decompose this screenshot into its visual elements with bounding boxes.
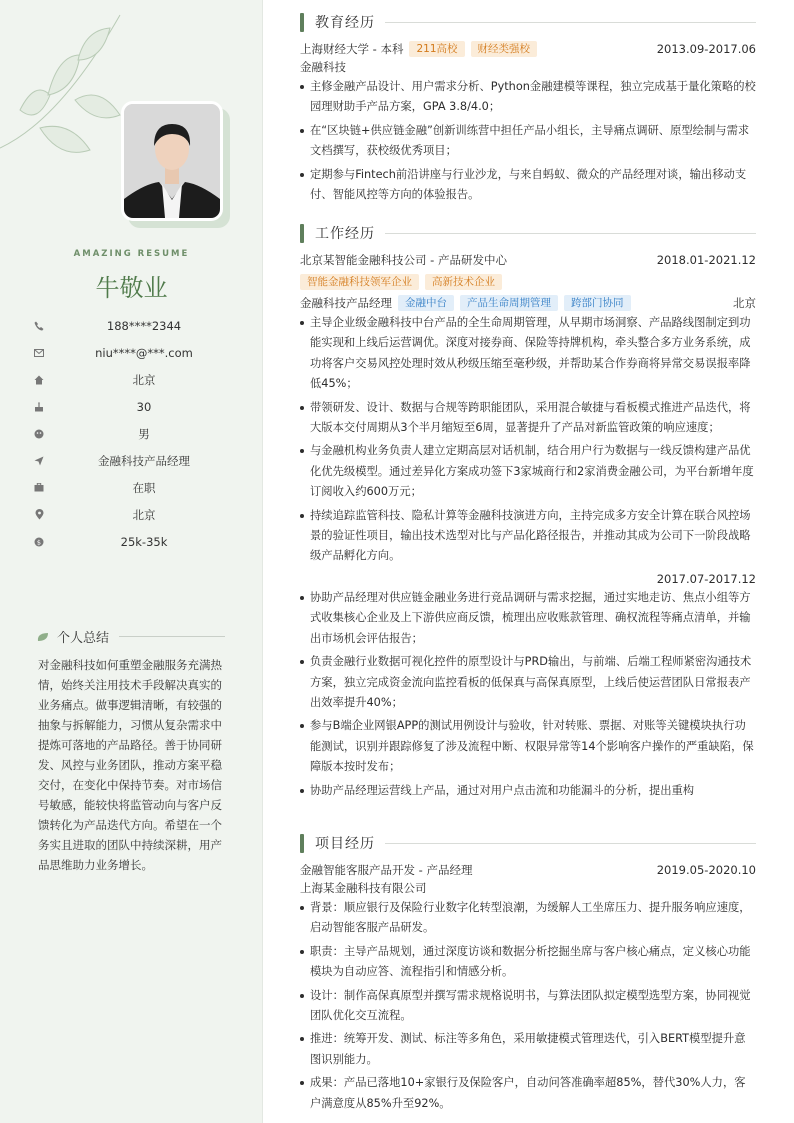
section-divider xyxy=(385,233,756,234)
section-divider xyxy=(385,22,756,23)
list-item: 负责金融行业数据可视化控件的原型设计与PRD输出，与前端、后端工程师紧密沟通技术方案，独立完成资金流向监控看板的低保真与高保真原型，上线后使运营团队日常报表产出效率提升40%； xyxy=(300,652,756,713)
list-item: 背景：顺应银行及保险行业数字化转型浪潮，为缓解人工坐席压力、提升服务响应速度，启动智能客服产品研发。 xyxy=(300,898,756,939)
list-item: 推进：统筹开发、测试、标注等多角色，采用敏捷模式管理迭代，引入BERT模型提升意图识别能力。 xyxy=(300,1029,756,1070)
list-item: 协助产品经理对供应链金融业务进行竞品调研与需求挖掘，通过实地走访、焦点小组等方式收集核心企业及上下游供应商反馈，梳理出应收账款管理、确权流程等痛点清单，并输出市场机会评估报告； xyxy=(300,588,756,649)
personal-info-list xyxy=(30,312,240,555)
project-company-row xyxy=(300,879,756,897)
work-block xyxy=(300,251,756,804)
role-text: 金融科技产品经理 xyxy=(300,296,392,310)
info-salary xyxy=(30,528,240,555)
work-city: 北京 xyxy=(733,296,756,310)
company-tag: 智能金融科技领军企业 xyxy=(300,274,419,290)
status-text: 在职 xyxy=(132,480,156,495)
location-pin-icon xyxy=(30,506,48,524)
info-gender xyxy=(30,420,240,447)
work-subdate-row xyxy=(300,570,756,588)
school-name: 上海财经大学 - 本科 xyxy=(300,42,404,56)
location-text: 北京 xyxy=(132,507,156,522)
list-item: 在“区块链+供应链金融”创新训练营中担任产品小组长，主导痛点调研、原型绘制与需求文档撰写，获校级优秀项目； xyxy=(300,121,756,162)
major-row xyxy=(300,58,756,76)
mail-icon xyxy=(30,344,48,362)
education-heading xyxy=(300,12,756,32)
school-tag: 211高校 xyxy=(409,41,464,57)
major-text: 金融科技 xyxy=(300,60,346,74)
list-item: 成果：产品已落地10+家银行及保险客户，自动问答准确率超85%，替代30%人力，客户满意度从85%升至92%。 xyxy=(300,1073,756,1114)
section-bar xyxy=(300,13,304,32)
salary-text: 25k-35k xyxy=(120,534,168,549)
education-block xyxy=(300,40,756,208)
work-date: 2018.01-2021.12 xyxy=(656,253,756,267)
candidate-name: 牛敬业 xyxy=(95,274,168,302)
list-item: 设计：制作高保真原型并撰写需求规格说明书，与算法团队拟定模型选型方案，协同视觉团队优化交互流程。 xyxy=(300,986,756,1027)
info-position xyxy=(30,447,240,474)
list-item: 持续追踪监管科技、隐私计算等金融科技演进方向，主持完成多方安全计算在联合风控场景的验证性项目，输出技术选型对比与产品化路径报告，并推动其成为公司下一阶段战略级产品孵化方向。 xyxy=(300,506,756,567)
role-tag: 产品生命周期管理 xyxy=(460,295,558,311)
work-title: 工作经历 xyxy=(315,226,375,242)
company-tag: 高新技术企业 xyxy=(425,274,502,290)
hometown-text: 北京 xyxy=(132,372,156,387)
role-row xyxy=(300,294,756,312)
salary-icon xyxy=(30,533,48,551)
work-header-row xyxy=(300,251,756,269)
work-heading xyxy=(300,223,756,243)
education-date: 2013.09-2017.06 xyxy=(656,42,756,56)
list-item: 主修金融产品设计、用户需求分析、Python金融建模等课程，独立完成基于量化策略的校园理财助手产品方案，GPA 3.8/4.0； xyxy=(300,77,756,118)
project-name: 金融智能客服产品开发 - 产品经理 xyxy=(300,863,473,877)
company-name: 北京某智能金融科技公司 - 产品研发中心 xyxy=(300,253,507,267)
work-bullets-2 xyxy=(300,588,756,801)
info-email xyxy=(30,339,240,366)
summary-divider xyxy=(119,636,225,637)
list-item: 与金融机构业务负责人建立定期高层对话机制，结合用户行为数据与一线反馈构建产品优化优先级模型。通过差异化方案成功签下3家城商行和2家消费金融公司，为平台新增年度订阅收入约600万元； xyxy=(300,441,756,502)
info-age xyxy=(30,393,240,420)
profile-photo xyxy=(121,101,223,221)
section-bar xyxy=(300,224,304,243)
phone-text: 188****2344 xyxy=(106,318,182,333)
school-tag: 财经类强校 xyxy=(471,41,538,57)
info-phone xyxy=(30,312,240,339)
age-text: 30 xyxy=(136,399,152,414)
phone-icon xyxy=(30,317,48,335)
list-item: 参与B端企业网银APP的测试用例设计与验收，针对转账、票据、对账等关键模块执行功能测试，识别并跟踪修复了涉及流程中断、权限异常等14个影响客户操作的严重缺陷，保障版本按时发布； xyxy=(300,716,756,777)
leaf-icon xyxy=(37,632,49,642)
cake-icon xyxy=(30,398,48,416)
project-date: 2019.05-2020.10 xyxy=(656,863,756,877)
section-bar xyxy=(300,834,304,853)
work-date-2: 2017.07-2017.12 xyxy=(656,571,756,586)
list-item: 职责：主导产品规划，通过深度访谈和数据分析挖掘坐席与客户核心痛点，定义核心功能模块为自动应答、流程指引和情感分析。 xyxy=(300,942,756,983)
summary-title: 个人总结 xyxy=(57,631,110,646)
info-status xyxy=(30,474,240,501)
education-bullets xyxy=(300,77,756,205)
education-header-row xyxy=(300,40,756,58)
info-home xyxy=(30,366,240,393)
list-item: 带领研发、设计、数据与合规等跨职能团队，采用混合敏捷与看板模式推进产品迭代，将大版本交付周期从3个半月缩短至6周，显著提升了产品对新监管政策的响应速度； xyxy=(300,398,756,439)
role-tag: 跨部门协同 xyxy=(564,295,631,311)
role-tag: 金融中台 xyxy=(398,295,454,311)
position-text: 金融科技产品经理 xyxy=(98,453,190,468)
section-divider xyxy=(385,843,756,844)
project-bullets xyxy=(300,898,756,1114)
summary-text: 对金融科技如何重塑金融服务充满热情，始终关注用技术手段解决真实的业务痛点。做事逻辑清晰，有较强的抽象与拆解能力，习惯从复杂需求中提炼可落地的产品路径。善于协同研发、风控与业务团队，推动方案平稳交付，在变化中保持节奏。对市场信号敏感，能较快将监管动向与客户反馈转化为产品迭代方向。希望在一个务实且进取的团队中持续深耕，用产品思维助力业务增长。 xyxy=(38,658,222,872)
sidebar xyxy=(0,0,263,1123)
project-header-row xyxy=(300,861,756,879)
summary-heading xyxy=(37,627,225,646)
list-item: 主导企业级金融科技中台产品的全生命周期管理，从早期市场洞察、产品路线图制定到功能实现和上线后运营调优。深度对接券商、保险等持牌机构，牵头整合多方业务系统，成功将客户交易风控处理时效从秒级压缩至毫秒级，并帮助某合作券商将异常交易误报率降低45%； xyxy=(300,313,756,395)
home-icon xyxy=(30,371,48,389)
svg-text:$: $ xyxy=(36,537,42,546)
education-title: 教育经历 xyxy=(315,15,375,31)
gender-icon xyxy=(30,425,48,443)
project-heading xyxy=(300,833,756,853)
amazing-resume-label: AMAZING RESUME xyxy=(73,249,190,259)
send-icon xyxy=(30,452,48,470)
briefcase-icon xyxy=(30,479,48,497)
project-company: 上海某金融科技有限公司 xyxy=(300,881,427,895)
company-tags-row xyxy=(300,273,756,291)
gender-text: 男 xyxy=(138,426,150,441)
list-item: 协助产品经理运营线上产品，通过对用户点击流和功能漏斗的分析，提出重构 xyxy=(300,781,756,801)
list-item: 定期参与Fintech前沿讲座与行业沙龙，与来自蚂蚁、微众的产品经理对谈，输出移动支付、智能风控等方向的体验报告。 xyxy=(300,165,756,206)
project-block xyxy=(300,861,756,1117)
info-location xyxy=(30,501,240,528)
work-bullets xyxy=(300,313,756,567)
project-title: 项目经历 xyxy=(315,836,375,852)
email-text: niu****@***.com xyxy=(95,345,193,360)
